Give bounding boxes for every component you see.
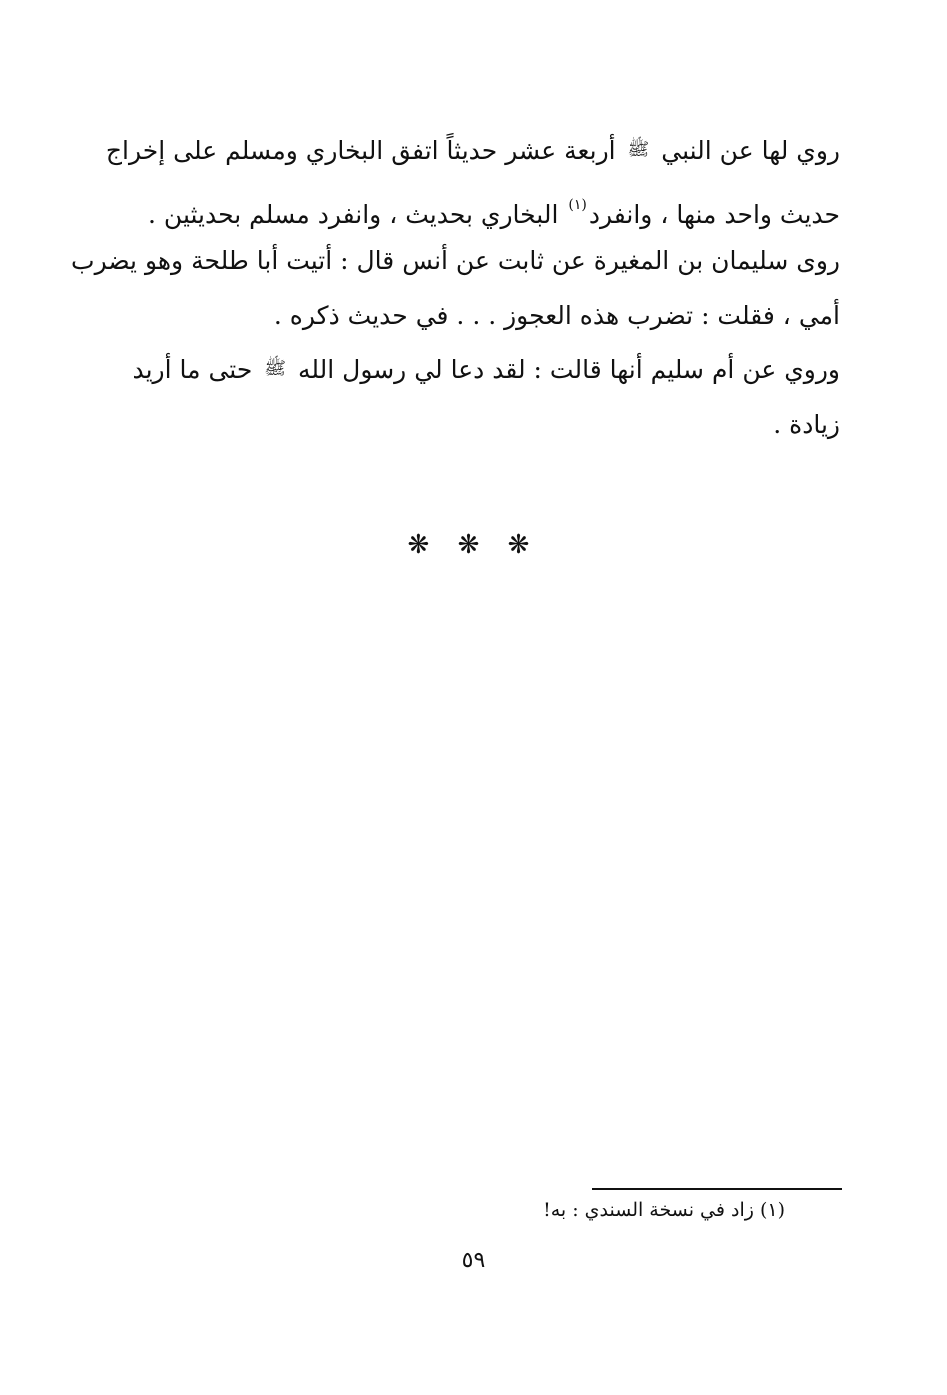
text-segment: حديث واحد منها ، وانفرد xyxy=(588,200,840,229)
paragraph-2-line-1: روى سليمان بن المغيرة عن ثابت عن أنس قال : أتيت أبا طلحة وهو يضرب xyxy=(71,246,840,275)
paragraph-2 xyxy=(71,233,840,343)
footnote: (١) زاد في نسخة السندي : به! xyxy=(543,1199,785,1221)
text-segment: روي لها عن النبي xyxy=(661,136,840,165)
paragraph-3-line-2: زيادة . xyxy=(773,410,840,439)
salawat-glyph: ﷺ xyxy=(264,358,287,379)
salawat-glyph: ﷺ xyxy=(627,139,650,160)
paragraph-1-line-1 xyxy=(105,122,840,178)
text-segment: البخاري بحديث ، وانفرد مسلم بحديثين . xyxy=(148,200,559,229)
text-segment: وروي عن أم سليم أنها قالت : لقد دعا لي رسول الله xyxy=(297,355,840,384)
footnote-divider xyxy=(592,1188,842,1190)
text-segment: أربعة عشر حديثاً اتفق البخاري ومسلم على إخراج xyxy=(105,136,616,165)
paragraph-2-line-2: أمي ، فقلت : تضرب هذه العجوز . . . في حديث ذكره . xyxy=(273,301,840,330)
paragraph-3 xyxy=(128,341,840,452)
footnote-reference: (١) xyxy=(568,197,587,213)
text-segment: حتى ما أريد xyxy=(132,355,253,384)
page-number: ٥٩ xyxy=(461,1248,486,1273)
paragraph-3-line-1 xyxy=(128,341,840,397)
section-separator: ❋ ❋ ❋ xyxy=(407,530,540,560)
paragraph-1 xyxy=(105,122,840,242)
